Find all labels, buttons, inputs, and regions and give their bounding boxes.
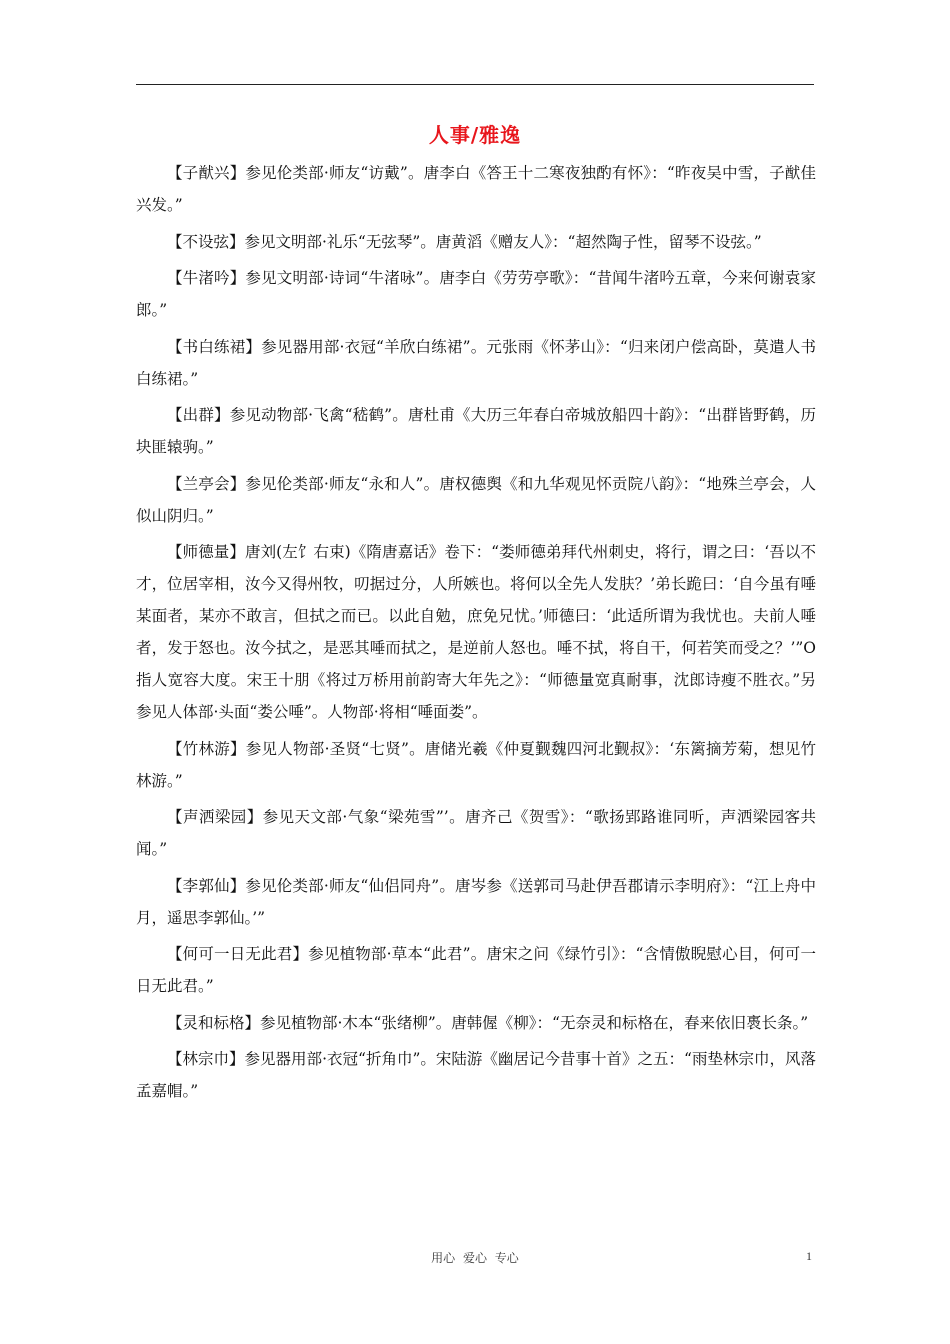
page-title: 人事/雅逸	[428, 123, 522, 147]
entry-linzongjin: 【林宗巾】参见器用部·衣冠“折角巾”。宋陆游《幽居记今昔事十首》之五：“雨垫林宗巾，风落孟嘉帽。”	[136, 1050, 816, 1100]
entry-niuzhuyin: 【牛渚吟】参见文明部·诗词“牛渚咏”。唐李白《劳劳亭歌》：“昔闻牛渚吟五章，今来何谢袁家郎。”	[136, 269, 816, 319]
entry-liguoxian: 【李郭仙】参见伦类部·师友“仙侣同舟”。唐岑参《送郭司马赴伊吾郡请示李明府》：“江上舟中月，遥思李郭仙。’”	[136, 876, 816, 927]
entry-linghebiaoge: 【灵和标格】参见植物部·木本“张绪柳”。唐韩偓《柳》：“无奈灵和标格在，春来依旧褭长条。”	[167, 1013, 809, 1032]
entry-list	[136, 157, 816, 1112]
entry-ziyouxing: 【子猷兴】参见伦类部·师友“访戴”。唐李白《答王十二寒夜独酌有怀》：“昨夜吴中雪，子猷佳兴发。”	[136, 164, 816, 214]
entry-lantinghui: 【兰亭会】参见伦类部·师友“永和人”。唐权德舆《和九华观见怀贡院八韵》：“地殊兰亭会，人似山阴归。”	[136, 474, 816, 525]
footer-slogan: 用心 爱心 专心	[431, 1251, 519, 1265]
entry-hekeyiriwucijun: 【何可一日无此君】参见植物部·草本“此君”。唐宋之问《绿竹引》：“含情傲睨慰心目，何可一日无此君。”	[136, 945, 816, 995]
header-rule	[136, 84, 814, 85]
entry-shubailianqun: 【书白练裙】参见器用部·衣冠“羊欣白练裙”。元张雨《怀茅山》：“归来闭户偿高卧，莫遣人书白练裙。”	[136, 337, 816, 388]
page-number: 1	[806, 1249, 812, 1263]
entry-shideliang: 【师德量】唐刘(左饣右束)《隋唐嘉话》卷下：“娄师德弟拜代州刺史，将行，谓之曰：‘吾以不才，位居宰相，汝今又得州牧，叨据过分，人所嫉也。将何以全先人发肤？’弟长跪曰：‘自今虽有唾某面者，某亦不敢言，但拭之而已。以此自勉，庶免兄忧。’师德曰：‘此适所谓为我忧也。夫前人唾者，发于怒也。汝今拭之，是恶其唾而拭之，是逆前人怒也。唾不拭，将自干，何若笑而受之？’”O指人宽容大度。宋王十朋《将过万桥用前韵寄大年先之》：“师德量宽真耐事，沈郎诗瘦不胜衣。”另参见人体部·头面“娄公唾”。人物部·将相“唾面娄”。	[136, 543, 816, 721]
entry-bushexian: 【不设弦】参见文明部·礼乐“无弦琴”。唐黄滔《赠友人》：“超然陶子性，留琴不设弦。”	[167, 232, 762, 251]
entry-shengsaliangyuan: 【声洒梁园】参见天文部·气象“梁苑雪”’。唐齐己《贺雪》：“歌扬郢路谁同听，声洒梁园客共闻。”	[136, 808, 816, 858]
entry-zhulinyou: 【竹林游】参见人物部·圣贤“七贤”。唐储光羲《仲夏觐魏四河北觐叔》：‘东篱摘芳菊，想见竹林游。”	[136, 739, 816, 790]
entry-chuqun: 【出群】参见动物部·飞禽“嵇鹤”。唐杜甫《大历三年春白帝城放船四十韵》：“出群皆野鹤，历块匪辕驹。”	[136, 406, 816, 456]
